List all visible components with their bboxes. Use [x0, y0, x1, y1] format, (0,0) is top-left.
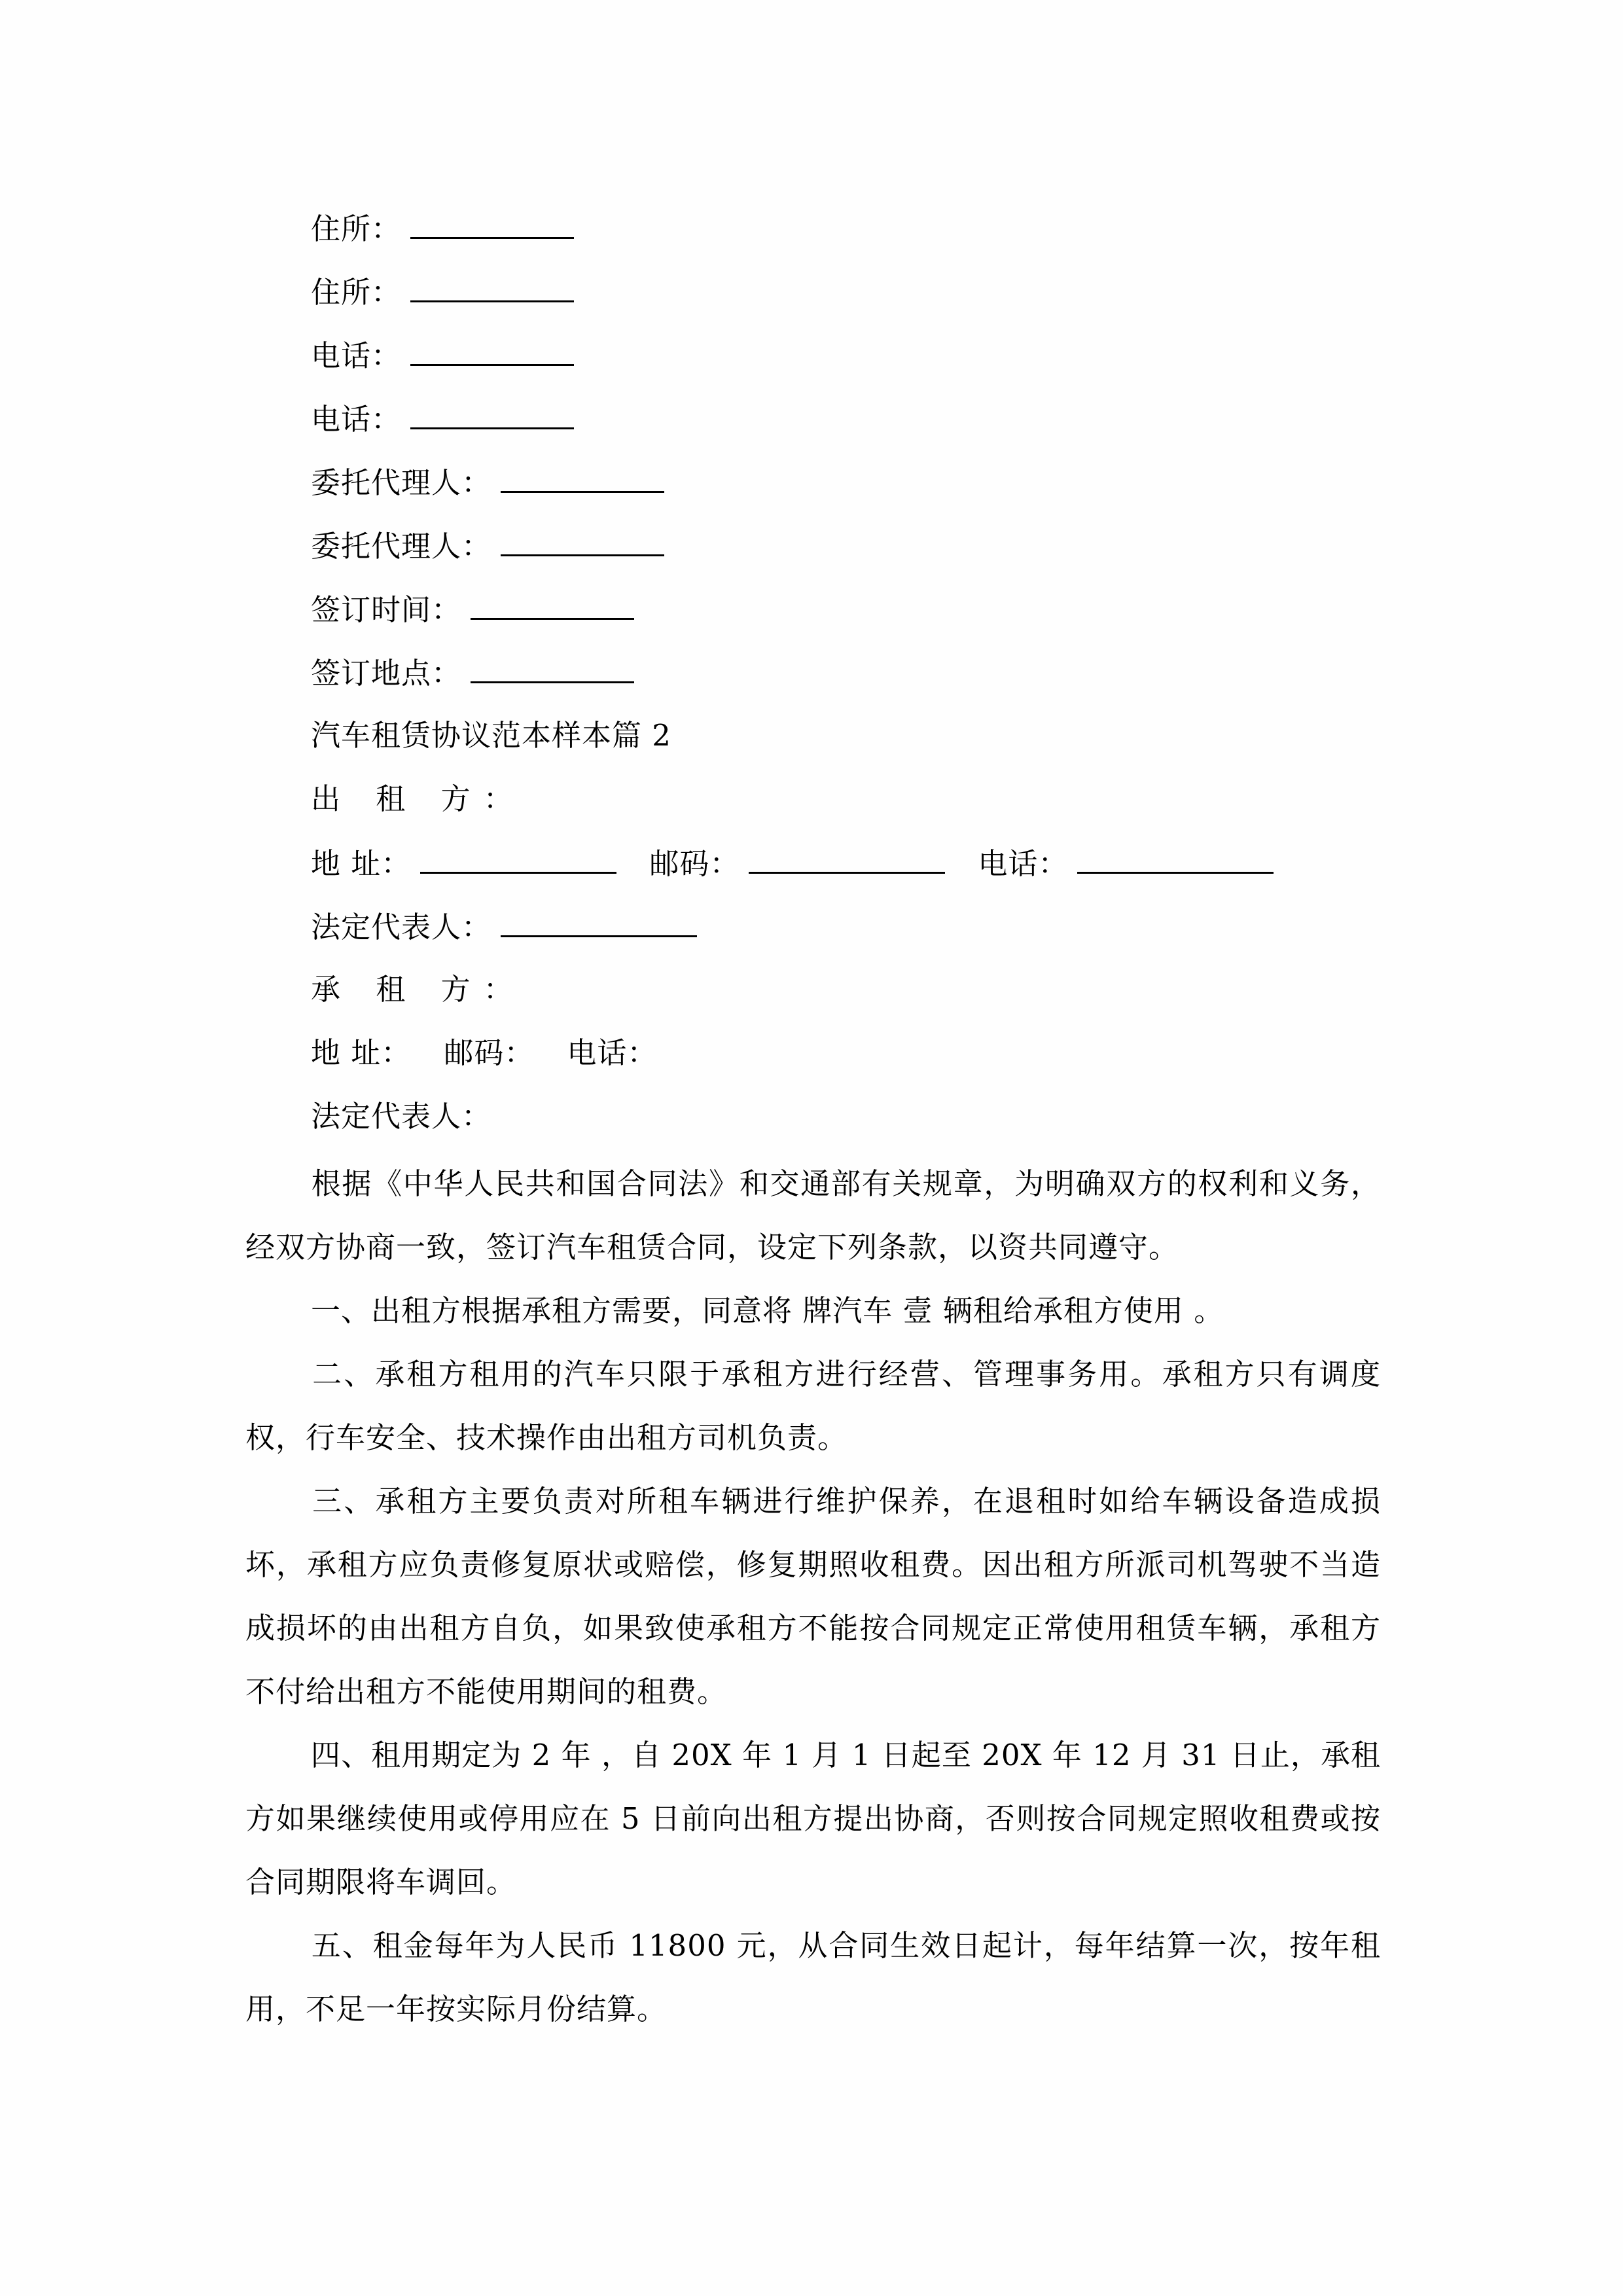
field-label: 委托代理人： [311, 529, 492, 564]
paragraph-preamble [245, 1152, 1381, 1279]
fill-in-blank[interactable] [410, 399, 574, 429]
fill-in-blank[interactable] [410, 335, 574, 366]
lessee-legal-rep [311, 1097, 491, 1136]
field-phone-2 [311, 399, 574, 438]
field-label: 住所： [311, 275, 402, 310]
paragraph-text: 二、承租方租用的汽车只限于承租方进行经营、管理事务用。承租方只有调度权，行车安全、技术操作由出租方司机负责。 [245, 1357, 1381, 1455]
lessor-heading-label: 出 租 方： [311, 781, 526, 816]
lessee-heading-label: 承 租 方： [311, 972, 526, 1007]
address-blank[interactable] [420, 843, 616, 874]
paragraph-text: 根据《中华人民共和国合同法》和交通部有关规章，为明确双方的权利和义务，经双方协商一致，签订汽车租赁合同，设定下列条款，以资共同遵守。 [245, 1166, 1381, 1265]
field-residence-1 [311, 208, 574, 247]
address-label: 地 址： [311, 1035, 412, 1070]
fill-in-blank[interactable] [410, 208, 574, 239]
paragraph-text: 一、出租方根据承租方需要，同意将 牌汽车 壹 辆租给承租方使用 。 [311, 1293, 1224, 1328]
postcode-blank[interactable] [749, 843, 945, 874]
phone-blank[interactable] [1077, 843, 1274, 874]
paragraph-clause-3 [245, 1469, 1381, 1723]
lessor-heading [311, 780, 526, 819]
field-label: 签订地点： [311, 656, 462, 691]
paragraph-clause-4 [245, 1723, 1381, 1914]
field-label: 委托代理人： [311, 465, 492, 500]
lessee-heading [311, 970, 526, 1009]
paragraph-clause-5 [245, 1914, 1381, 2041]
field-label: 电话： [311, 338, 402, 373]
field-agent-2 [311, 526, 664, 565]
paragraph-clause-2 [245, 1342, 1381, 1469]
lessee-contact-row [311, 1033, 657, 1073]
phone-label: 电话： [978, 846, 1069, 881]
phone-label: 电话： [567, 1035, 658, 1070]
paragraph-text: 五、租金每年为人民币 11800 元，从合同生效日起计，每年结算一次，按年租用，不足一年按实际月份结算。 [245, 1928, 1381, 2026]
fill-in-blank[interactable] [471, 589, 634, 620]
fill-in-blank[interactable] [410, 272, 574, 302]
legal-rep-label: 法定代表人： [311, 910, 492, 944]
field-label: 电话： [311, 402, 402, 437]
lessor-contact-row [311, 843, 1274, 882]
legal-rep-blank[interactable] [501, 906, 697, 937]
field-label: 签订时间： [311, 592, 462, 627]
field-phone-1 [311, 335, 574, 374]
field-residence-2 [311, 272, 574, 311]
paragraph-clause-1 [245, 1279, 1381, 1342]
field-agent-1 [311, 462, 664, 501]
field-signing-time [311, 589, 634, 628]
field-label: 住所： [311, 211, 402, 246]
fill-in-blank[interactable] [501, 462, 664, 493]
fill-in-blank[interactable] [471, 653, 634, 683]
postcode-label: 邮码： [444, 1035, 535, 1070]
paragraph-text: 三、承租方主要负责对所租车辆进行维护保养，在退租时如给车辆设备造成损坏，承租方应负责修复原状或赔偿，修复期照收租费。因出租方所派司机驾驶不当造成损坏的由出租方自负，如果致使承租方不能按合同规定正常使用租赁车辆，承租方不付给出租方不能使用期间的租费。 [245, 1484, 1381, 1709]
paragraph-text: 四、租用期定为 2 年 ，自 20X 年 1 月 1 日起至 20X 年 12 月 31 日止，承租方如果继续使用或停用应在 5 日前向出租方提出协商，否则按合同规定照收租费或按合同期限将车调回。 [245, 1738, 1381, 1899]
lessor-legal-rep [311, 906, 697, 946]
postcode-label: 邮码： [649, 846, 740, 881]
fill-in-blank[interactable] [501, 526, 664, 556]
legal-rep-label: 法定代表人： [311, 1099, 492, 1134]
section-title: 汽车租赁协议范本样本篇 2 [311, 718, 671, 753]
address-label: 地 址： [311, 846, 412, 881]
field-signing-place [311, 653, 634, 692]
